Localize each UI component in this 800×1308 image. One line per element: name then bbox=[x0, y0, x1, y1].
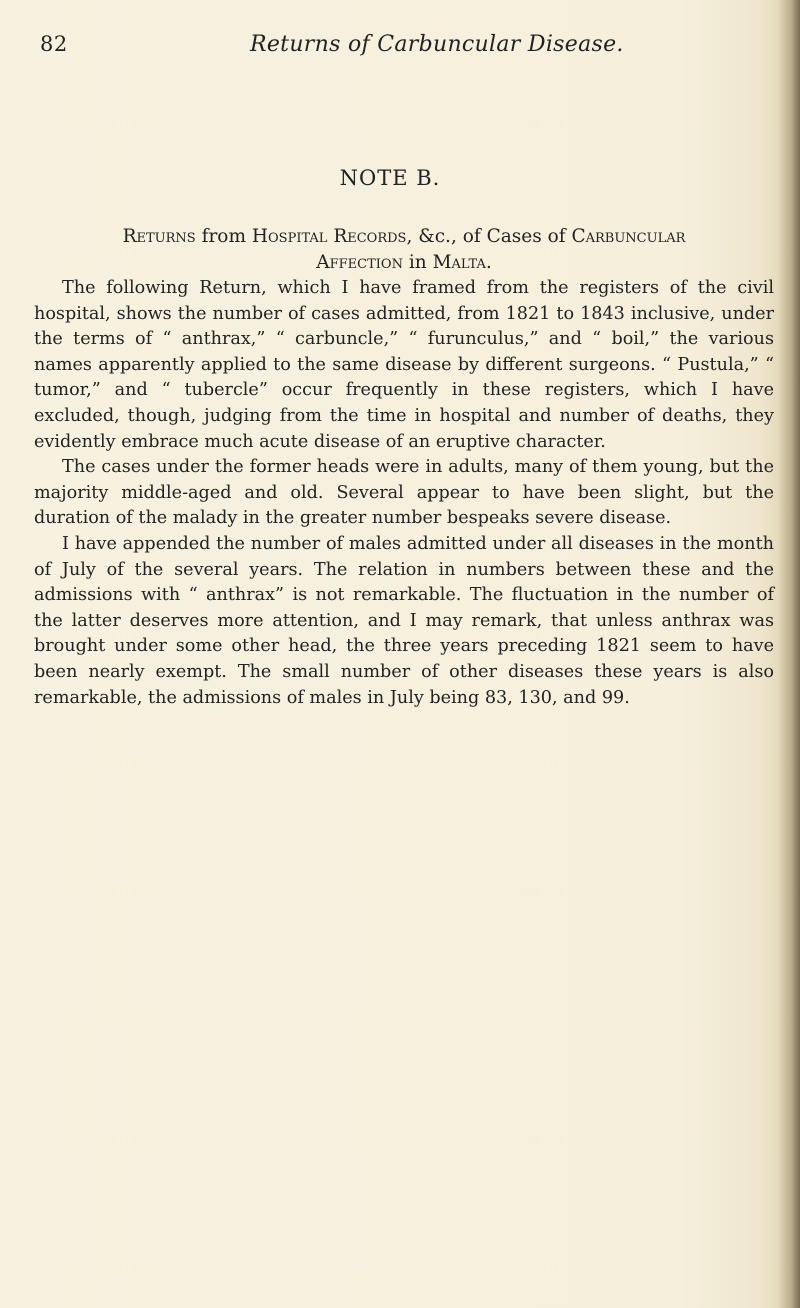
page-edge-shadow bbox=[778, 0, 800, 1308]
body-text bbox=[34, 276, 774, 711]
section-heading bbox=[34, 224, 774, 276]
paragraph: The following Return, which I have framed from the registers of the civil hospital, shows the number of cases admitted, from 1821 to 1843 inclusive, under the terms of “ anthrax,” “ carbuncle,” “ furunculus,” and “ boil,” the various names apparently applied to the same disease by different surgeons. “ Pustula,” “ tumor,” and “ tubercle” occur frequently in these registers, which I have excluded, though, judging from the time in hospital and number of deaths, they evidently embrace much acute disease of an eruptive character. bbox=[34, 278, 774, 452]
heading-word: , &c., of Cases of bbox=[406, 226, 566, 247]
note-title: NOTE B. bbox=[339, 166, 441, 190]
running-head: Returns of Carbuncular Disease. bbox=[250, 32, 624, 57]
heading-word: Hospital Records bbox=[251, 226, 407, 247]
heading-word: Carbuncular bbox=[571, 226, 686, 247]
paragraph: The cases under the former heads were in adults, many of them young, but the majority middle-aged and old. Several appear to have been slight, but the duration of the malady in the greater number bespeaks severe disease. bbox=[34, 457, 774, 529]
heading-word: Malta bbox=[432, 252, 486, 273]
heading-word: from bbox=[201, 226, 246, 247]
heading-word: Returns bbox=[122, 226, 196, 247]
heading-word: . bbox=[485, 252, 492, 273]
heading-word: Affection bbox=[316, 252, 403, 273]
heading-word: in bbox=[408, 252, 427, 273]
paragraph: I have appended the number of males admitted under all diseases in the month of July of the several years. The relation in numbers between these and the admissions with “ anthrax” is not remarkable. The fluctuation in the number of the latter deserves more attention, and I may remark, that unless anthrax was brought under some other head, the three years preceding 1821 seem to have been nearly exempt. The small number of other diseases these years is also remarkable, the admissions of males in July being 83, 130, and 99. bbox=[34, 533, 774, 708]
page-number: 82 bbox=[40, 32, 68, 56]
